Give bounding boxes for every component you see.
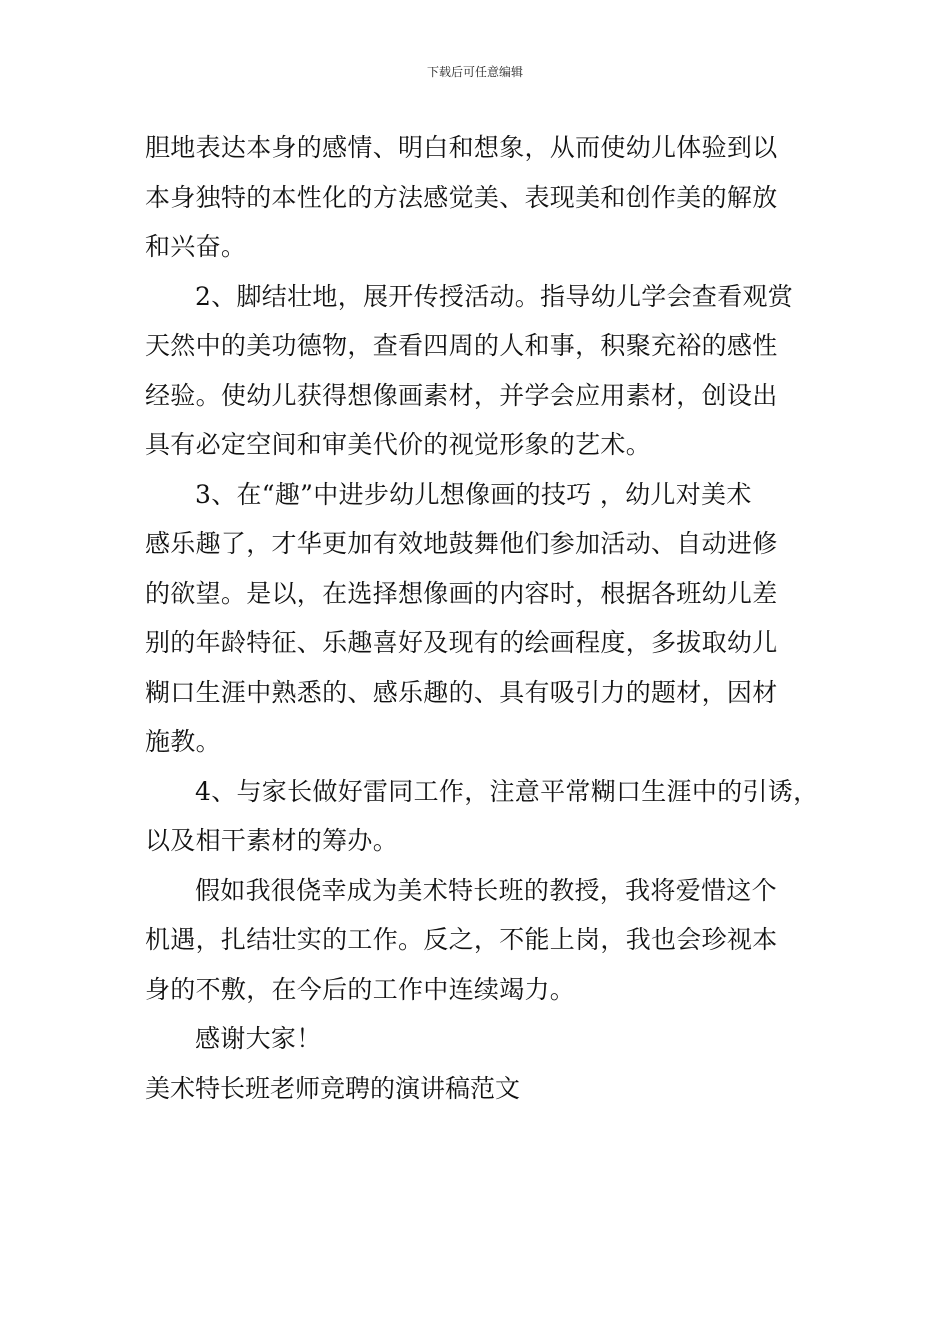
page-header-note: 下载后可任意编辑 [426,65,523,79]
text-line: 经验。使幼儿获得想像画素材，并学会应用素材，创设出 [145,380,778,410]
text-line: 别的年龄特征、乐趣喜好及现有的绘画程度，多拔取幼儿 [145,628,778,657]
paragraph-start-line: 2、脚结壮地，展开传授活动。指导幼儿学会查看观赏 [195,281,794,311]
text-line: 胆地表达本身的感情、明白和想象，从而使幼儿体验到以 [145,133,778,162]
text-line: 机遇，扎结壮实的工作。反之，不能上岗，我也会珍视本 [145,925,778,954]
text-line: 本身独特的本性化的方法感觉美、表现美和创作美的解放 [145,182,778,212]
paragraph-start-line: 4、与家长做好雷同工作，注意平常糊口生涯中的引诱， [195,776,819,806]
document-body [145,123,819,1113]
paragraph-start-line: 假如我很侥幸成为美术特长班的教授，我将爱惜这个 [195,875,777,905]
document-title: 美术特长班老师竞聘的演讲稿范文 [145,1073,521,1103]
text-line: 和兴奋。 [145,232,247,261]
text-line: 身的不敷，在今后的工作中连续竭力。 [145,974,576,1004]
text-line: 的欲望。是以，在选择想像画的内容时，根据各班幼儿差 [145,578,778,608]
text-line: 天然中的美功德物，查看四周的人和事，积聚充裕的感性 [145,331,778,360]
closing-thanks: 感谢大家！ [195,1024,322,1053]
text-line: 具有必定空间和审美代价的视觉形象的艺术。 [145,430,652,459]
text-line: 感乐趣了，才华更加有效地鼓舞他们参加活动、自动进修 [145,529,778,558]
text-line: 以及相干素材的筹办。 [145,826,399,855]
text-line: 施教。 [145,727,221,756]
text-line: 糊口生涯中熟悉的、感乐趣的、具有吸引力的题材，因材 [145,677,778,707]
paragraph-start-line: 3、在“趣”中进步幼儿想像画的技巧 ，幼儿对美术 [195,479,752,509]
